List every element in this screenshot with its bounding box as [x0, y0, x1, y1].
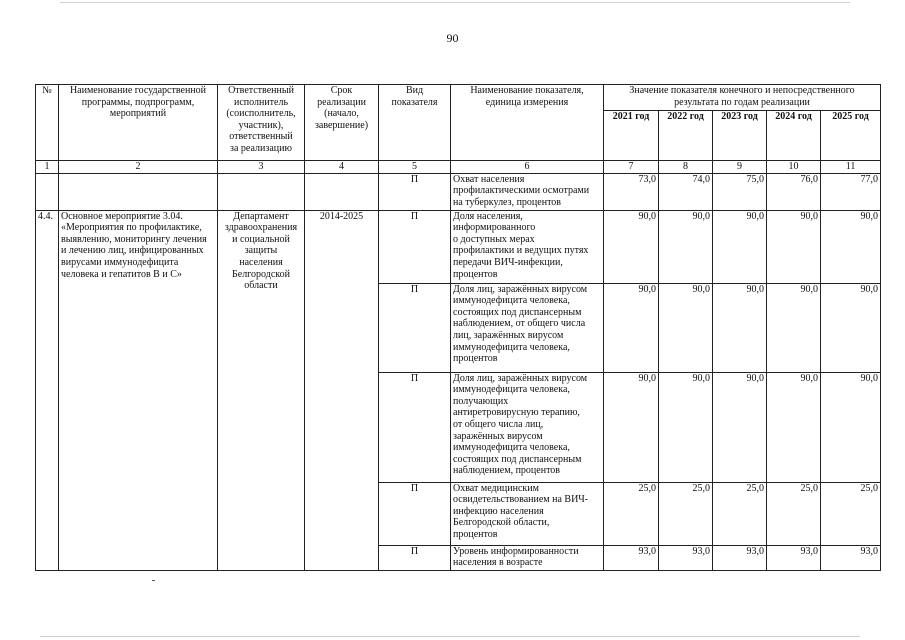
cell-indicator: Охват населения профилактическими осмотрами на туберкулез, процентов — [451, 173, 604, 210]
cell-value: 90,0 — [713, 210, 767, 283]
cell-indicator: Уровень информированности населения в возрасте — [451, 545, 604, 570]
event-executor: Департамент здравоохранения и социальной защиты населения Белгородской области — [218, 210, 305, 570]
col-number: 4 — [305, 161, 379, 174]
header-values-group: Значение показателя конечного и непосредственного результата по годам реализации — [604, 85, 881, 111]
header-executor: Ответственный исполнитель (соисполнитель, участник), ответственный за реализацию — [218, 85, 305, 161]
cell-kind: П — [379, 545, 451, 570]
cell-value: 90,0 — [821, 210, 881, 283]
cell-value: 25,0 — [604, 482, 659, 545]
cell-kind: П — [379, 372, 451, 482]
col-number: 1 — [36, 161, 59, 174]
cell-value: 90,0 — [659, 283, 713, 372]
cell-value: 93,0 — [604, 545, 659, 570]
scan-artifact-bottom — [40, 636, 860, 637]
header-program: Наименование государственной программы, подпрограмм, мероприятий — [59, 85, 218, 161]
cell-value: 25,0 — [767, 482, 821, 545]
cell-indicator: Охват медицинским освидетельствованием на ВИЧ- инфекцию населения Белгородской области, процентов — [451, 482, 604, 545]
col-number: 10 — [767, 161, 821, 174]
table-row — [36, 173, 881, 210]
event-period: 2014-2025 — [305, 210, 379, 570]
cell-period — [305, 173, 379, 210]
cell-value: 73,0 — [604, 173, 659, 210]
header-indicator: Наименование показателя, единица измерения — [451, 85, 604, 161]
cell-value: 25,0 — [659, 482, 713, 545]
cell-indicator: Доля населения, информированного о доступных мерах профилактики и ведущих путях передачи ВИЧ-инфекции, процентов — [451, 210, 604, 283]
cell-value: 75,0 — [713, 173, 767, 210]
cell-value: 90,0 — [604, 283, 659, 372]
indicators-table — [35, 84, 881, 571]
header-period: Срок реализации (начало, завершение) — [305, 85, 379, 161]
header-year: 2021 год — [604, 111, 659, 161]
cell-kind: П — [379, 283, 451, 372]
cell-value: 90,0 — [713, 372, 767, 482]
cell-value: 90,0 — [767, 372, 821, 482]
col-number: 3 — [218, 161, 305, 174]
cell-value: 90,0 — [604, 372, 659, 482]
header-num: № — [36, 85, 59, 161]
col-number: 9 — [713, 161, 767, 174]
cell-kind: П — [379, 482, 451, 545]
event-program: Основное мероприятие 3.04. «Мероприятия по профилактике, выявлению, мониторингу лечения и лечению лиц, инфицированных вирусами иммунодефицита человека и гепатитов В и С» — [59, 210, 218, 570]
cell-value: 77,0 — [821, 173, 881, 210]
cell-value: 74,0 — [659, 173, 713, 210]
cell-executor — [218, 173, 305, 210]
cell-value: 93,0 — [767, 545, 821, 570]
cell-value: 90,0 — [821, 372, 881, 482]
header-year: 2023 год — [713, 111, 767, 161]
cell-value: 93,0 — [821, 545, 881, 570]
cell-indicator: Доля лиц, заражённых вирусом иммунодефицита человека, состоящих под диспансерным наблюдением, от общего числа лиц, заражённых вирусом иммунодефицита человека, процентов — [451, 283, 604, 372]
cell-kind: П — [379, 210, 451, 283]
cell-program — [59, 173, 218, 210]
cell-value: 90,0 — [659, 372, 713, 482]
header-year: 2022 год — [659, 111, 713, 161]
cell-num — [36, 173, 59, 210]
header-kind: Вид показателя — [379, 85, 451, 161]
col-number: 11 — [821, 161, 881, 174]
cell-value: 90,0 — [604, 210, 659, 283]
table-row — [36, 210, 881, 283]
cell-indicator: Доля лиц, заражённых вирусом иммунодефицита человека, получающих антиретровирусную терапию, от общего числа лиц, заражённых вирусом иммунодефицита человека, состоящих под диспансерным наблюдением, процентов — [451, 372, 604, 482]
col-number: 7 — [604, 161, 659, 174]
cell-value: 90,0 — [767, 283, 821, 372]
col-number: 5 — [379, 161, 451, 174]
scan-artifact-top — [60, 2, 850, 3]
cell-value: 25,0 — [821, 482, 881, 545]
header-year: 2024 год — [767, 111, 821, 161]
event-num: 4.4. — [36, 210, 59, 570]
header-year: 2025 год — [821, 111, 881, 161]
scan-artifact-dot — [152, 580, 155, 581]
cell-value: 93,0 — [659, 545, 713, 570]
page-number: 90 — [446, 31, 459, 45]
col-number: 6 — [451, 161, 604, 174]
cell-value: 25,0 — [713, 482, 767, 545]
col-number: 2 — [59, 161, 218, 174]
cell-value: 90,0 — [821, 283, 881, 372]
column-numbers-row — [36, 161, 881, 174]
cell-value: 90,0 — [713, 283, 767, 372]
cell-value: 76,0 — [767, 173, 821, 210]
cell-value: 90,0 — [659, 210, 713, 283]
cell-value: 93,0 — [713, 545, 767, 570]
cell-kind: П — [379, 173, 451, 210]
cell-value: 90,0 — [767, 210, 821, 283]
col-number: 8 — [659, 161, 713, 174]
